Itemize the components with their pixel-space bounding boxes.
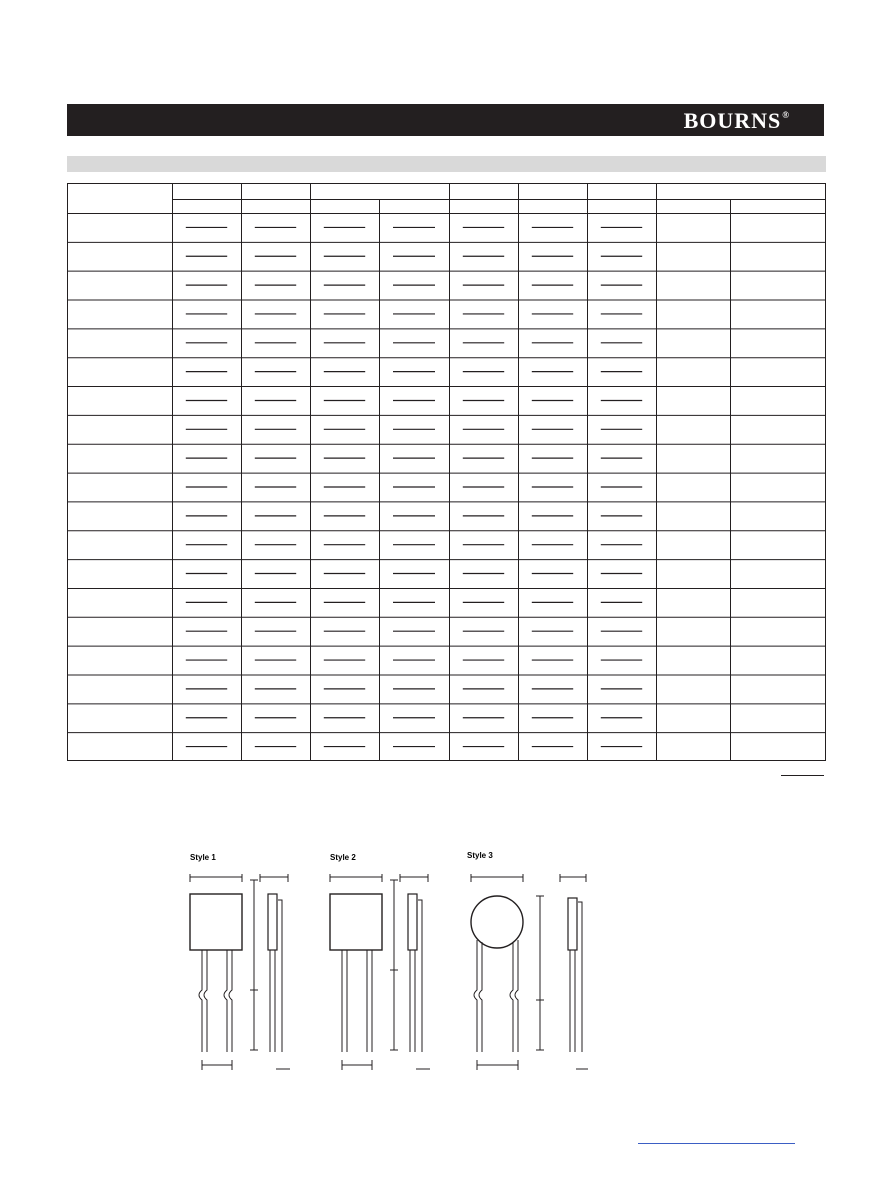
style-2-side-view <box>390 874 430 1069</box>
dimension-drawing <box>170 840 610 1090</box>
style-1-side-view <box>250 874 290 1069</box>
table-border <box>68 184 826 761</box>
dimension-diagram <box>170 840 610 1090</box>
spec-table-grid <box>67 183 826 761</box>
spec-table <box>67 183 826 761</box>
style-2-label: Style 2 <box>330 853 356 862</box>
style-2-front-view <box>330 874 382 1070</box>
footnote-rule <box>781 775 824 776</box>
style-1-label: Style 1 <box>190 853 216 862</box>
style-3-side-view <box>560 874 588 1069</box>
brand-logo <box>684 108 790 134</box>
style-3-front-view <box>471 874 544 1070</box>
registered-mark: ® <box>782 109 790 120</box>
brand-name: BOURNS <box>683 108 782 133</box>
section-title-band <box>67 156 826 172</box>
website-link-underline[interactable] <box>638 1143 795 1144</box>
style-3-label: Style 3 <box>467 851 493 860</box>
style-1-front-view <box>190 874 242 1070</box>
header-bar <box>67 104 824 136</box>
